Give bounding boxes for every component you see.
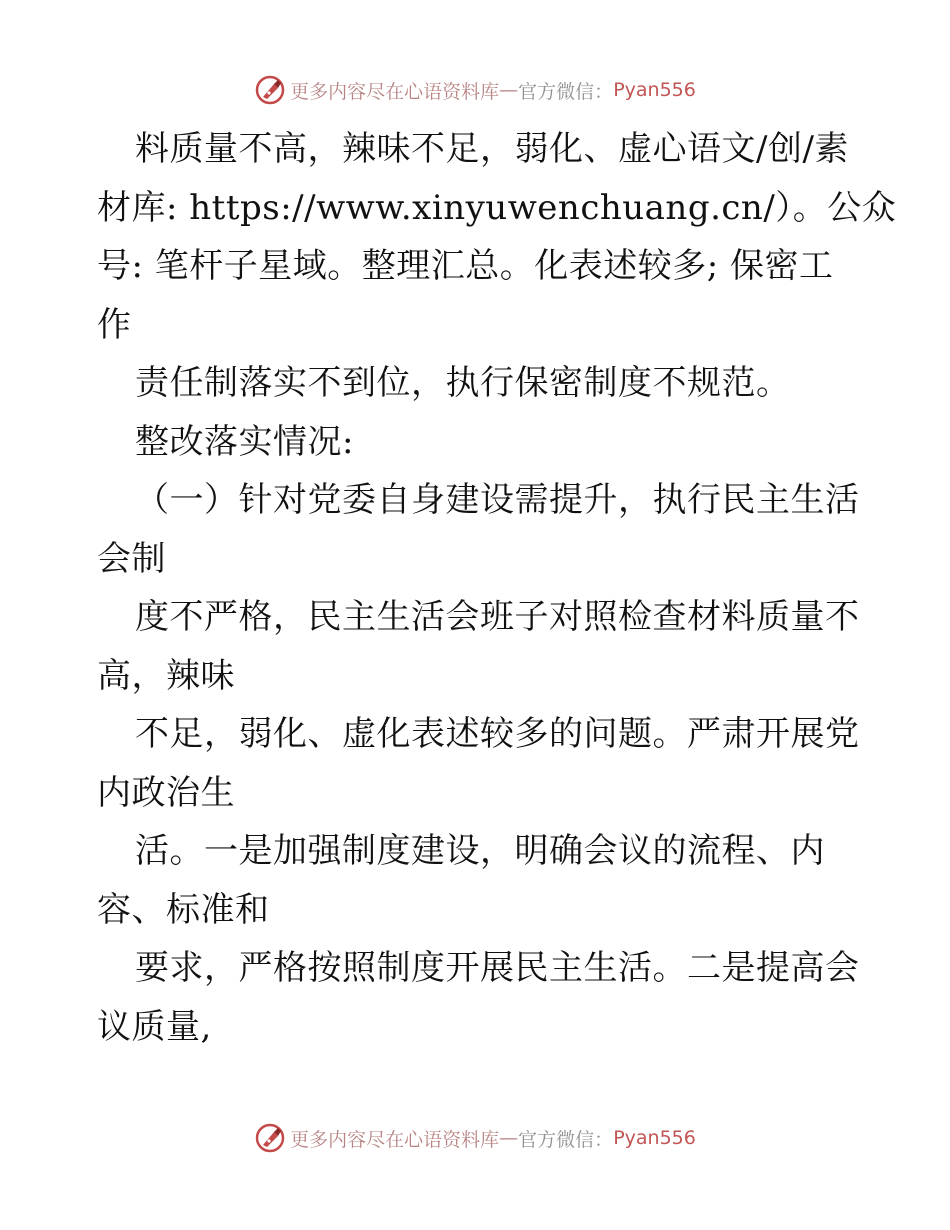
body-line: 内政治生 (97, 772, 235, 813)
watermark-dash: — (499, 1127, 519, 1149)
body-line: 活。一是加强制度建设，明确会议的流程、内 (135, 831, 825, 871)
watermark-wechat-label: 官方微信： (518, 1128, 614, 1151)
pen-nib-circle-icon (254, 74, 286, 106)
body-line: （一）针对党委自身建设需提升，执行民主生活 (135, 480, 860, 520)
body-line: 料质量不高，辣味不足，弱化、虚心语文/创/素 (135, 129, 849, 169)
body-line: 号: 笔杆子星域。整理汇总。化表述较多; 保密工 (97, 246, 834, 286)
watermark-wechat-id: Pyan556 (613, 79, 696, 101)
header-watermark (0, 70, 950, 110)
watermark-wechat-id: Pyan556 (613, 1127, 696, 1149)
document-body (97, 120, 897, 1056)
body-line: 度不严格，民主生活会班子对照检查材料质量不 (135, 597, 860, 637)
watermark-wechat-label: 官方微信： (518, 80, 614, 103)
body-line: 要求，严格按照制度开展民主生活。二是提高会 (135, 948, 860, 988)
watermark-dash: — (499, 79, 519, 101)
section-heading: 整改落实情况: (135, 421, 354, 462)
body-line: 不足，弱化、虚化表述较多的问题。严肃开展党 (135, 714, 860, 754)
watermark-library-text: 更多内容尽在心语资料库 (290, 80, 500, 103)
body-line: 容、标准和 (97, 889, 270, 930)
body-line: 材库: https://www.xinyuwenchuang.cn/）。公众 (97, 187, 897, 228)
body-line: 高，辣味 (97, 655, 235, 696)
body-line: 责任制落实不到位，执行保密制度不规范。 (135, 363, 791, 403)
body-line: 会制 (97, 538, 166, 579)
body-line: 作 (97, 304, 132, 345)
footer-watermark (0, 1118, 950, 1158)
body-line: 议质量, (97, 1006, 212, 1047)
pen-nib-circle-icon (254, 1122, 286, 1154)
watermark-library-text: 更多内容尽在心语资料库 (290, 1128, 500, 1151)
